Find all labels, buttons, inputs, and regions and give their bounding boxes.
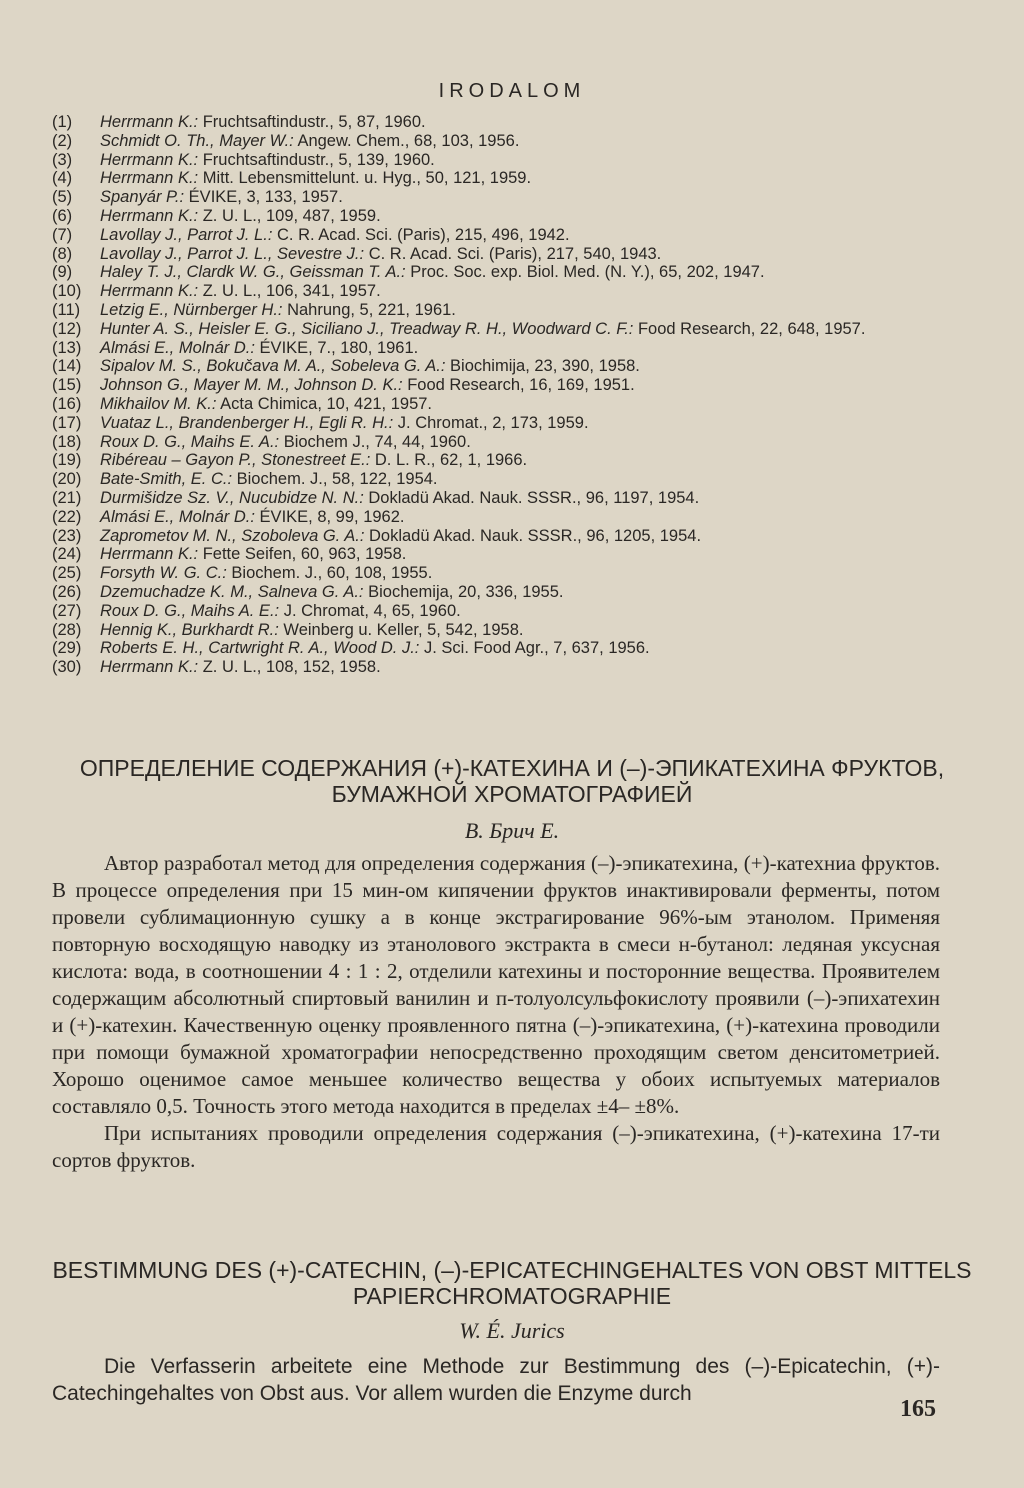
reference-number: (23) xyxy=(52,526,82,545)
reference-source: Proc. Soc. exp. Biol. Med. (N. Y.), 65, 202, 1947. xyxy=(405,263,765,282)
reference-authors: Sipalov M. S., Bokučava M. A., Sobeleva G. A.: xyxy=(100,357,446,376)
reference-source: ÉVIKE, 7., 180, 1961. xyxy=(254,338,419,357)
reference-number: (1) xyxy=(52,113,73,131)
reference-authors: Herrmann K.: xyxy=(100,658,199,677)
reference-item xyxy=(52,489,952,508)
reference-source: Acta Chimica, 10, 421, 1957. xyxy=(216,394,433,413)
reference-text xyxy=(100,658,952,677)
reference-number: (13) xyxy=(52,338,82,357)
reference-item xyxy=(52,113,952,132)
reference-text xyxy=(100,583,952,602)
reference-item xyxy=(52,245,952,264)
reference-authors: Forsyth W. G. C.: xyxy=(100,564,227,583)
reference-text xyxy=(100,339,952,358)
reference-source: Z. U. L., 106, 341, 1957. xyxy=(198,282,381,301)
reference-authors: Almási E., Molnár D.: xyxy=(100,338,255,357)
reference-number: (18) xyxy=(52,432,82,451)
reference-number: (25) xyxy=(52,564,82,583)
reference-authors: Herrmann K.: xyxy=(100,545,199,564)
reference-item xyxy=(52,451,952,470)
reference-source: C. R. Acad. Sci. (Paris), 215, 496, 1942. xyxy=(272,225,570,244)
russian-abstract-title: ОПРЕДЕЛЕНИЕ СОДЕРЖАНИЯ (+)-КАТЕХИНА И (–)-ЭПИКАТЕХИНА ФРУКТОВ, БУМАЖНОЙ ХРОМАТОГРАФИЕЙ xyxy=(79,755,945,807)
reference-authors: Roberts E. H., Cartwright R. A., Wood D. J.: xyxy=(100,639,420,658)
reference-text xyxy=(100,414,952,433)
reference-text xyxy=(100,245,952,264)
reference-item xyxy=(52,395,952,414)
reference-number: (22) xyxy=(52,507,82,526)
reference-item xyxy=(52,282,952,301)
reference-text xyxy=(100,151,952,170)
reference-number: (29) xyxy=(52,639,82,658)
reference-item xyxy=(52,339,952,358)
german-abstract-body xyxy=(52,1353,940,1407)
reference-source: J. Chromat, 4, 65, 1960. xyxy=(279,601,461,620)
reference-text xyxy=(100,470,952,489)
reference-authors: Dzemuchadze K. M., Salneva G. A.: xyxy=(100,582,364,601)
reference-text xyxy=(100,376,952,395)
reference-source: Biochemija, 20, 336, 1955. xyxy=(363,582,564,601)
reference-number: (21) xyxy=(52,488,82,507)
reference-number: (24) xyxy=(52,545,82,564)
reference-authors: Schmidt O. Th., Mayer W.: xyxy=(100,131,294,150)
references-heading: IRODALOM xyxy=(438,80,586,102)
reference-source: Fette Seifen, 60, 963, 1958. xyxy=(198,545,407,564)
reference-authors: Hunter A. S., Heisler E. G., Siciliano J., Treadway R. H., Woodward C. F.: xyxy=(100,319,634,338)
reference-text xyxy=(100,602,952,621)
reference-number: (12) xyxy=(52,319,82,338)
reference-source: C. R. Acad. Sci. (Paris), 217, 540, 1943. xyxy=(364,244,662,263)
reference-authors: Haley T. J., Clardk W. G., Geissman T. A.: xyxy=(100,263,406,282)
reference-number: (8) xyxy=(52,244,73,263)
reference-item xyxy=(52,508,952,527)
reference-text xyxy=(100,169,952,188)
reference-text xyxy=(100,564,952,583)
reference-authors: Mikhailov M. K.: xyxy=(100,394,217,413)
reference-authors: Bate-Smith, E. C.: xyxy=(100,470,233,489)
reference-item xyxy=(52,639,952,658)
german-abstract-author: W. É. Jurics xyxy=(459,1318,565,1343)
reference-item xyxy=(52,658,952,677)
reference-text xyxy=(100,639,952,658)
reference-text xyxy=(100,489,952,508)
reference-authors: Lavollay J., Parrot J. L.: xyxy=(100,225,273,244)
reference-text xyxy=(100,207,952,226)
reference-item xyxy=(52,545,952,564)
reference-source: Food Research, 22, 648, 1957. xyxy=(633,319,866,338)
reference-source: Food Research, 16, 169, 1951. xyxy=(402,376,635,395)
reference-authors: Herrmann K.: xyxy=(100,150,199,169)
reference-number: (20) xyxy=(52,470,82,489)
reference-authors: Herrmann K.: xyxy=(100,282,199,301)
reference-number: (9) xyxy=(52,263,73,282)
reference-number: (15) xyxy=(52,376,82,395)
reference-authors: Almási E., Molnár D.: xyxy=(100,507,255,526)
reference-item xyxy=(52,527,952,546)
reference-number: (30) xyxy=(52,658,82,677)
reference-source: Biochem. J., 60, 108, 1955. xyxy=(226,564,433,583)
reference-source: Biochem J., 74, 44, 1960. xyxy=(279,432,471,451)
reference-text xyxy=(100,451,952,470)
reference-source: Nahrung, 5, 221, 1961. xyxy=(282,300,456,319)
reference-source: Z. U. L., 109, 487, 1959. xyxy=(198,206,381,225)
reference-authors: Herrmann K.: xyxy=(100,206,199,225)
reference-number: (14) xyxy=(52,357,82,376)
reference-number: (6) xyxy=(52,206,73,225)
reference-item xyxy=(52,621,952,640)
reference-number: (19) xyxy=(52,451,82,470)
reference-source: Weinberg u. Keller, 5, 542, 1958. xyxy=(278,620,524,639)
russian-abstract-author: В. Брич Е. xyxy=(464,818,560,843)
reference-authors: Hennig K., Burkhardt R.: xyxy=(100,620,279,639)
reference-item xyxy=(52,320,952,339)
reference-number: (28) xyxy=(52,620,82,639)
reference-number: (7) xyxy=(52,225,73,244)
reference-text xyxy=(100,508,952,527)
reference-source: Fruchtsaftindustr., 5, 87, 1960. xyxy=(198,113,426,131)
reference-item xyxy=(52,433,952,452)
reference-number: (10) xyxy=(52,282,82,301)
reference-text xyxy=(100,113,952,132)
reference-item xyxy=(52,414,952,433)
reference-item xyxy=(52,207,952,226)
reference-authors: Herrmann K.: xyxy=(100,113,199,131)
reference-source: Biochimija, 23, 390, 1958. xyxy=(445,357,640,376)
reference-text xyxy=(100,395,952,414)
reference-authors: Zaprometov M. N., Szoboleva G. A.: xyxy=(100,526,365,545)
reference-authors: Durmišidze Sz. V., Nucubidze N. N.: xyxy=(100,488,364,507)
reference-text xyxy=(100,132,952,151)
reference-item xyxy=(52,188,952,207)
page-number: 165 xyxy=(900,1396,936,1422)
reference-source: J. Chromat., 2, 173, 1959. xyxy=(393,413,589,432)
russian-abstract-body xyxy=(52,850,940,1174)
reference-source: Dokladü Akad. Nauk. SSSR., 96, 1205, 1954. xyxy=(364,526,702,545)
reference-authors: Vuataz L., Brandenberger H., Egli R. H.: xyxy=(100,413,394,432)
reference-text xyxy=(100,621,952,640)
reference-item xyxy=(52,376,952,395)
reference-text xyxy=(100,263,952,282)
reference-text xyxy=(100,320,952,339)
reference-authors: Letzig E., Nürnberger H.: xyxy=(100,300,283,319)
reference-item xyxy=(52,169,952,188)
reference-source: Mitt. Lebensmittelunt. u. Hyg., 50, 121, 1959. xyxy=(198,169,532,188)
reference-number: (27) xyxy=(52,601,82,620)
reference-text xyxy=(100,357,952,376)
reference-source: Z. U. L., 108, 152, 1958. xyxy=(198,658,381,677)
reference-authors: Ribéreau – Gayon P., Stonestreet E.: xyxy=(100,451,371,470)
reference-number: (5) xyxy=(52,188,73,207)
reference-source: D. L. R., 62, 1, 1966. xyxy=(370,451,528,470)
reference-authors: Roux D. G., Maihs A. E.: xyxy=(100,601,280,620)
reference-text xyxy=(100,433,952,452)
reference-source: ÉVIKE, 3, 133, 1957. xyxy=(184,188,343,207)
reference-source: Angew. Chem., 68, 103, 1956. xyxy=(293,131,520,150)
reference-number: (26) xyxy=(52,582,82,601)
reference-item xyxy=(52,301,952,320)
reference-source: J. Sci. Food Agr., 7, 637, 1956. xyxy=(419,639,650,658)
russian-paragraph: Автор разработал метод для определения содержания (–)-эпикатехина, (+)-катехниа фруктов. В процессе определения при 15 мин-ом кипячении фруктов инактивировали ферменты, потом провели сублимационную сушку а в конце экстрагирование 96%-ым этанолом. Применяя повторную восходящую наводку из этанолового экстракта в смеси н-бутанол: ледяная уксусная кислота: вода, в соотношении 4 : 1 : 2, отделили катехины и посторонние вещества. Проявителем содержащим абсолютный спиртовый ванилин и п-толуолсульфокислоту проявили (–)-эпихатехин и (+)-катехин. Качественную оценку проявленного пятна (–)-эпикатехина, (+)-катехина проводили при помощи бумажной хроматографии непосредственно проходящим светом денситометрией. Хорошо оценимое самое меньшее количество вещества у обоих испытуемых материалов составляло 0,5. Точность этого метода находится в пределах ±4– ±8%. xyxy=(52,851,940,1118)
reference-authors: Roux D. G., Maihs E. A.: xyxy=(100,432,280,451)
reference-authors: Spanyár P.: xyxy=(100,188,185,207)
reference-number: (17) xyxy=(52,413,82,432)
german-abstract-title: BESTIMMUNG DES (+)-CATECHIN, (–)-EPICATECHINGEHALTES VON OBST MITTELS PAPIERCHROMATOGRAPHIE xyxy=(52,1257,972,1309)
reference-authors: Johnson G., Mayer M. M., Johnson D. K.: xyxy=(100,376,403,395)
reference-number: (3) xyxy=(52,150,73,169)
reference-item xyxy=(52,226,952,245)
reference-source: Fruchtsaftindustr., 5, 139, 1960. xyxy=(198,150,435,169)
reference-item xyxy=(52,602,952,621)
reference-text xyxy=(100,545,952,564)
reference-item xyxy=(52,470,952,489)
reference-number: (16) xyxy=(52,394,82,413)
reference-list xyxy=(52,113,952,677)
reference-item xyxy=(52,263,952,282)
russian-paragraph: При испытаниях проводили определения содержания (–)-эпикатехина, (+)-катехина 17-ти сортов фруктов. xyxy=(52,1121,940,1172)
reference-text xyxy=(100,188,952,207)
reference-source: ÉVIKE, 8, 99, 1962. xyxy=(254,507,405,526)
reference-text xyxy=(100,301,952,320)
reference-item xyxy=(52,151,952,170)
reference-item xyxy=(52,583,952,602)
german-paragraph: Die Verfasserin arbeitete eine Methode zur Bestimmung des (–)-Epicatechin, (+)-Catechingehaltes von Obst aus. Vor allem wurden die Enzyme durch xyxy=(52,1355,940,1405)
reference-source: Biochem. J., 58, 122, 1954. xyxy=(232,470,438,489)
reference-number: (2) xyxy=(52,131,73,150)
reference-authors: Herrmann K.: xyxy=(100,169,199,188)
reference-item xyxy=(52,564,952,583)
reference-text xyxy=(100,282,952,301)
reference-text xyxy=(100,527,952,546)
reference-number: (11) xyxy=(52,300,81,319)
reference-item xyxy=(52,132,952,151)
reference-number: (4) xyxy=(52,169,73,188)
reference-source: Dokladü Akad. Nauk. SSSR., 96, 1197, 1954. xyxy=(363,488,700,507)
reference-authors: Lavollay J., Parrot J. L., Sevestre J.: xyxy=(100,244,365,263)
reference-item xyxy=(52,357,952,376)
reference-text xyxy=(100,226,952,245)
